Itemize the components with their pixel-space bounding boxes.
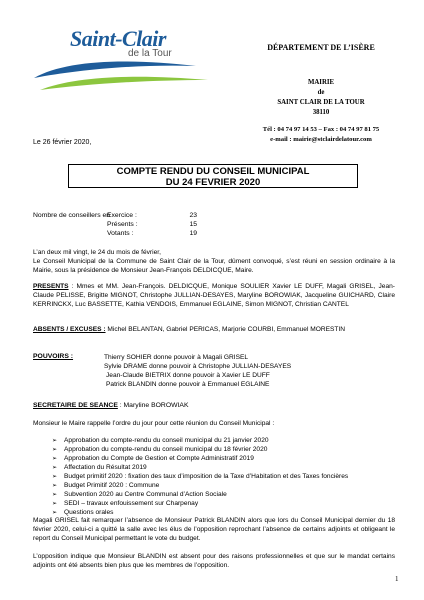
pouvoir-item: Patrick BLANDIN donne pouvoir à Emmanuel EGLAINE [106,381,270,388]
absents-list: Michel BELANTAN, Gabriel PERICAS, Marjorie COURBI, Emmanuel MORESTIN [105,326,346,333]
count-row [107,229,207,238]
secretaire-line [33,402,188,409]
page-number: 1 [395,575,399,583]
presents-list: : Mmes et MM. Jean-François. DELDICQUE, Monique SOULIER Xavier LE DUFF, Magali GRISEL, Jean-Claude PELISSE, Brigitte MIGNOT, Christophe JULLIAN-DESAYES, Maryline BOROWIAK, Jacqueline GUICHARD, Claire KERRINCKX, Luc BASSETTE, Kathia VENDOIS, Emmanuel EGLAINE, Simon MIGNOT, Christian CANTEL [33,283,395,308]
pouvoir-item: Thierry SOHIER donne pouvoir à Magali GRISEL [104,354,249,361]
counts-label: Nombre de conseillers en [33,212,111,219]
pouvoir-item: Sylvie DRAME donne pouvoir à Christophe JULLIAN-DESAYES [104,363,292,370]
title-line-2: DU 24 FEVRIER 2020 [165,177,261,188]
pouvoirs-list [104,353,291,389]
agenda-item: ➢ Budget Primitif 2020 : Commune [52,481,348,490]
count-label: Votants : [107,230,134,237]
agenda-item: ➢ Questions orales [52,508,348,517]
count-value: 23 [189,212,197,219]
logo-name: Saint-Clair [70,26,166,51]
title-line-1: COMPTE RENDU DU CONSEIL MUNICIPAL [116,166,310,177]
count-value: 15 [189,221,197,228]
agenda-item: ➢ Budget primitif 2020 : fixation des taux d’imposition de la Taxe d’Habitation et des Taxes foncières [52,472,348,481]
absents-label: ABSENTS / EXCUSES : [33,326,106,333]
pouvoir-item: Jean-Claude BIETRIX donne pouvoir à Xavier LE DUFF [106,372,270,379]
absents-paragraph [33,325,395,334]
mairie-line: 38110 [312,109,330,116]
mairie-address [236,78,406,118]
agenda-item: ➢ Subvention 2020 au Centre Communal d’Action Sociale [52,490,348,499]
count-label: Exercice : [107,212,137,219]
secretaire-name: : Maryline BOROWIAK [117,402,189,409]
document-title [68,164,358,188]
count-value: 19 [189,230,197,237]
phone-fax: Tél : 04 74 97 14 53 – Fax : 04 74 97 81 75 [262,126,380,133]
mairie-line: de [317,89,325,96]
grisel-paragraph: Magali GRISEL fait remarquer l’absence de Monsieur Patrick BLANDIN alors que lors du Conseil Municipal dernier du 18 février 2020, celui-ci a quitté la salle avec les élus de l’opposition reprochant l’absence de certains adjoints et obligeant le report du Conseil Municipal permettant le vote du budget. [33,517,395,542]
presents-label: PRESENTS [33,283,69,290]
agenda-item: ➢ Approbation du Compte de Gestion et Compte Administratif 2019 [52,454,348,463]
count-row [107,220,207,229]
agenda-item: ➢ Affectation du Résultat 2019 [52,463,348,472]
agenda-item: ➢ Approbation du compte-rendu du conseil municipal du 18 février 2020 [52,445,348,454]
intro-line-1: L’an deux mil vingt, le 24 du mois de février, [33,249,161,256]
contact-info [236,125,406,145]
agenda-item: ➢ SEDI – travaux enfouissement sur Charpenay [52,499,348,508]
department-heading: DÉPARTEMENT DE L’ISÈRE [267,43,375,52]
count-label: Présents : [107,221,138,228]
intro-paragraph [33,248,395,275]
presents-paragraph [33,282,395,309]
mairie-line: MAIRIE [307,79,335,86]
mairie-line: SAINT CLAIR DE LA TOUR [277,99,365,106]
agenda-intro: Monsieur le Maire rappelle l’ordre du jour pour cette réunion du Conseil Municipal : [33,420,275,427]
opposition-paragraph: L’opposition indique que Monsieur BLANDIN est absent pour des raisons professionnelles et que sur le mandat certains adjoints ont été absents bien plus que les membres de l’opposition. [33,553,395,569]
count-row [107,211,207,220]
logo-subtitle: de la Tour [128,48,172,59]
email: e-mail : mairie@stclairdelatour.com [270,136,372,143]
secretaire-label: SECRETAIRE DE SEANCE [33,402,118,409]
pouvoirs-label: POUVOIRS : [33,353,74,360]
agenda-list [52,436,348,517]
document-date: Le 26 février 2020, [33,139,92,146]
intro-line-2: Le Conseil Municipal de la Commune de Saint Clair de la Tour, dûment convoqué, s’est réuni en session ordinaire à la Mairie, sous la présidence de Monsieur Jean-François DELDICQUE, Maire. [33,258,395,274]
agenda-item: ➢ Approbation du compte-rendu du conseil municipal du 21 janvier 2020 [52,436,348,445]
